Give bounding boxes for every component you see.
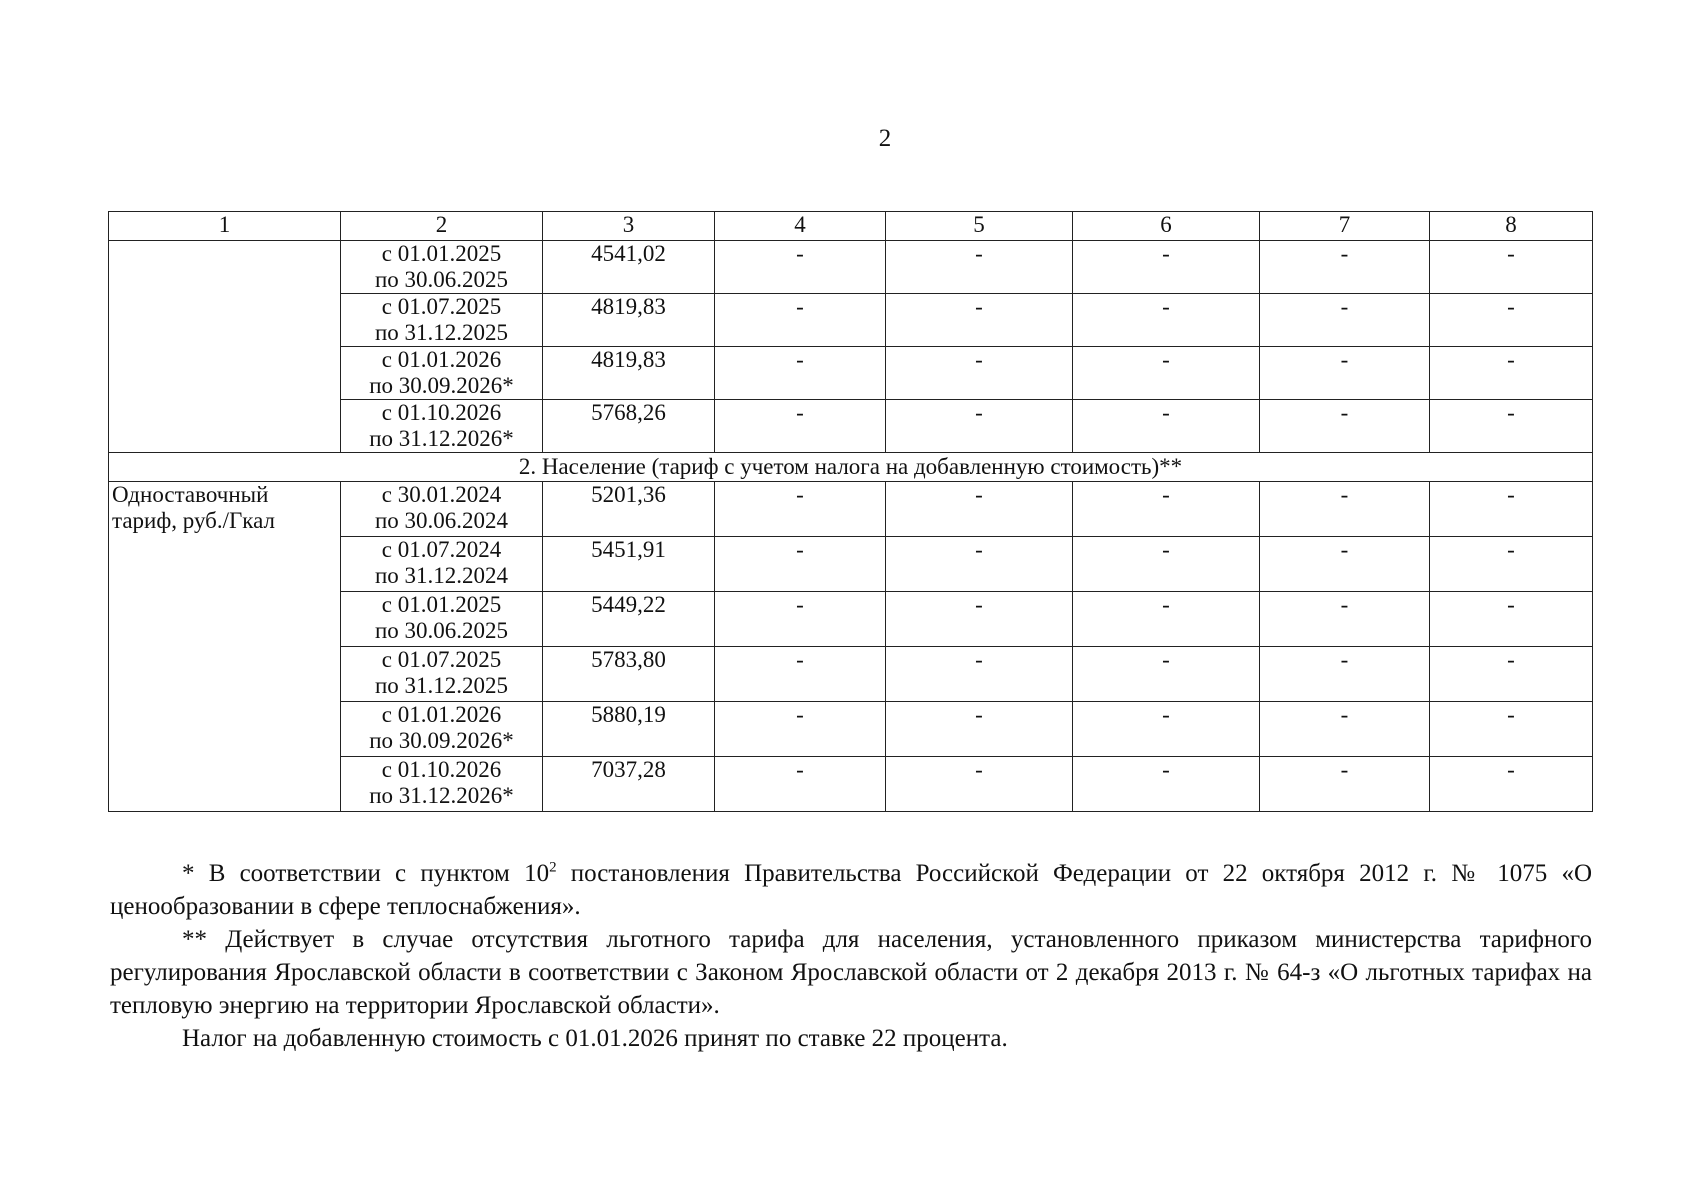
footnote-1-end: постановления Правительства Российской Федерации от 22 октября 2012 г. № 1075 «О ценообразовании в сфере теплоснабжения». (110, 860, 1592, 920)
footnote-2: ** Действует в случае отсутствия льготного тарифа для населения, установленного приказом министерства тарифного регулирования Ярославской области в соответствии с Законом Ярославской области от 2 декабря 2013 г. № 64-з «О льготных тарифах на тепловую энергию на территории Ярославской области». (110, 926, 1592, 1019)
period-cell (341, 400, 543, 453)
empty-value-cell: - (1430, 702, 1593, 757)
empty-value-cell: - (715, 400, 886, 453)
empty-value-cell: - (1430, 400, 1593, 453)
tariff-value-cell: 5449,22 (543, 592, 715, 647)
empty-value-cell: - (886, 702, 1073, 757)
column-number: 6 (1073, 212, 1260, 241)
column-number: 5 (886, 212, 1073, 241)
empty-value-cell: - (886, 757, 1073, 812)
period-from: с 01.07.2024 (381, 537, 502, 562)
empty-value-cell: - (1260, 757, 1430, 812)
empty-value-cell: - (886, 537, 1073, 592)
period-to: по 30.06.2024 (374, 508, 509, 533)
empty-value-cell: - (715, 702, 886, 757)
empty-value-cell: - (715, 482, 886, 537)
period-cell (341, 702, 543, 757)
empty-value-cell: - (1430, 482, 1593, 537)
period-from: с 30.01.2024 (381, 482, 502, 507)
tariff-value-cell: 5201,36 (543, 482, 715, 537)
section-title: 2. Население (тариф с учетом налога на добавленную стоимость)** (109, 453, 1593, 482)
tariff-value-cell: 5768,26 (543, 400, 715, 453)
period-from: с 01.10.2026 (381, 400, 502, 425)
vat-note: Налог на добавленную стоимость с 01.01.2026 принят по ставке 22 процента. (182, 1025, 1008, 1052)
empty-value-cell: - (1430, 241, 1593, 294)
empty-value-cell: - (1073, 702, 1260, 757)
tariff-name-cell-2: Одноставочный тариф, руб./Гкал (109, 482, 341, 812)
empty-value-cell: - (1260, 592, 1430, 647)
tariff-value-cell: 4819,83 (543, 294, 715, 347)
empty-value-cell: - (1260, 647, 1430, 702)
column-number: 2 (341, 212, 543, 241)
footnote-1-superscript: 2 (549, 859, 557, 876)
period-to: по 31.12.2026* (369, 426, 514, 451)
period-from: с 01.10.2026 (381, 757, 502, 782)
empty-value-cell: - (1073, 347, 1260, 400)
column-number: 7 (1260, 212, 1430, 241)
empty-value-cell: - (1073, 241, 1260, 294)
table-row (109, 241, 1593, 294)
tariff-value-cell: 5880,19 (543, 702, 715, 757)
period-to: по 30.06.2025 (374, 267, 509, 292)
empty-value-cell: - (1260, 347, 1430, 400)
column-number: 1 (109, 212, 341, 241)
empty-value-cell: - (886, 592, 1073, 647)
empty-value-cell: - (1073, 482, 1260, 537)
empty-value-cell: - (1073, 757, 1260, 812)
empty-value-cell: - (1073, 294, 1260, 347)
column-number: 3 (543, 212, 715, 241)
footnote-1 (110, 857, 1592, 923)
empty-value-cell: - (715, 241, 886, 294)
period-to: по 31.12.2025 (374, 673, 509, 698)
period-from: с 01.07.2025 (381, 647, 502, 672)
period-to: по 31.12.2024 (374, 563, 509, 588)
period-cell (341, 757, 543, 812)
empty-value-cell: - (1260, 482, 1430, 537)
empty-value-cell: - (886, 482, 1073, 537)
tariff-table (108, 211, 1593, 812)
empty-value-cell: - (886, 241, 1073, 294)
empty-value-cell: - (1260, 702, 1430, 757)
footnotes (110, 857, 1592, 1055)
period-to: по 30.06.2025 (374, 618, 509, 643)
period-cell (341, 482, 543, 537)
period-from: с 01.01.2025 (381, 592, 502, 617)
period-cell (341, 294, 543, 347)
period-to: по 30.09.2026* (369, 373, 514, 398)
period-to: по 31.12.2026* (369, 783, 514, 808)
empty-value-cell: - (715, 537, 886, 592)
empty-value-cell: - (1073, 647, 1260, 702)
tariff-value-cell: 5451,91 (543, 537, 715, 592)
empty-value-cell: - (886, 400, 1073, 453)
empty-value-cell: - (886, 347, 1073, 400)
empty-value-cell: - (1430, 757, 1593, 812)
period-from: с 01.01.2026 (381, 702, 502, 727)
empty-value-cell: - (1260, 241, 1430, 294)
footnote-1-start: * В соответствии с пунктом 10 (182, 860, 550, 887)
empty-value-cell: - (715, 294, 886, 347)
column-number: 8 (1430, 212, 1593, 241)
tariff-name-cell-1 (109, 241, 341, 453)
empty-value-cell: - (715, 592, 886, 647)
period-from: с 01.01.2026 (381, 347, 502, 372)
table-row (109, 482, 1593, 537)
tariff-value-cell: 7037,28 (543, 757, 715, 812)
empty-value-cell: - (715, 647, 886, 702)
empty-value-cell: - (1430, 647, 1593, 702)
period-from: с 01.01.2025 (381, 241, 502, 266)
empty-value-cell: - (1073, 592, 1260, 647)
empty-value-cell: - (886, 294, 1073, 347)
empty-value-cell: - (1430, 592, 1593, 647)
empty-value-cell: - (1260, 400, 1430, 453)
period-cell (341, 347, 543, 400)
tariff-value-cell: 4819,83 (543, 347, 715, 400)
empty-value-cell: - (1430, 294, 1593, 347)
period-cell (341, 241, 543, 294)
period-cell (341, 537, 543, 592)
tariff-value-cell: 5783,80 (543, 647, 715, 702)
period-cell (341, 592, 543, 647)
empty-value-cell: - (1430, 347, 1593, 400)
empty-value-cell: - (1073, 400, 1260, 453)
empty-value-cell: - (1073, 537, 1260, 592)
empty-value-cell: - (715, 757, 886, 812)
empty-value-cell: - (1430, 537, 1593, 592)
page-number: 2 (878, 125, 892, 152)
column-number: 4 (715, 212, 886, 241)
period-to: по 31.12.2025 (374, 320, 509, 345)
empty-value-cell: - (886, 647, 1073, 702)
tariff-value-cell: 4541,02 (543, 241, 715, 294)
period-cell (341, 647, 543, 702)
period-from: с 01.07.2025 (381, 294, 502, 319)
empty-value-cell: - (1260, 537, 1430, 592)
column-number-row (109, 212, 1593, 241)
empty-value-cell: - (1260, 294, 1430, 347)
section-row (109, 453, 1593, 482)
period-to: по 30.09.2026* (369, 728, 514, 753)
empty-value-cell: - (715, 347, 886, 400)
